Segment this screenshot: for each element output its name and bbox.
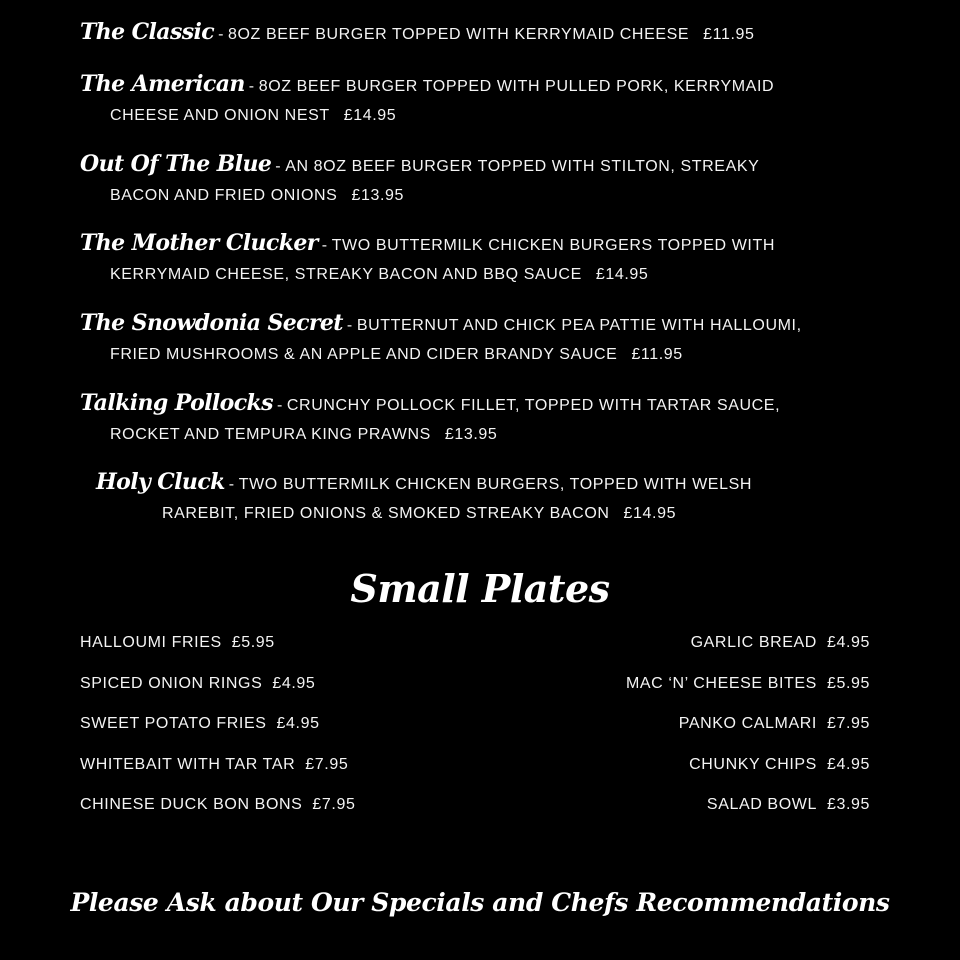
list-item	[626, 790, 870, 831]
small-plates-right-column	[626, 628, 870, 831]
item-description: TWO BUTTERMILK CHICKEN BURGERS, TOPPED WITH WELSH	[238, 476, 753, 493]
list-item	[626, 669, 870, 710]
item-name: The Mother Clucker	[80, 230, 318, 256]
item-description-continued	[80, 181, 910, 210]
plate-price: £4.95	[276, 715, 320, 732]
item-name: The Snowdonia Secret	[80, 310, 343, 336]
item-description: 8OZ BEEF BURGER TOPPED WITH PULLED PORK, KERRYMAID	[258, 78, 775, 95]
plate-price: £7.95	[305, 755, 349, 773]
menu-item-the-mother-clucker	[80, 229, 910, 289]
item-price: £14.95	[595, 266, 649, 283]
item-name: Holy Cluck	[96, 469, 225, 495]
plate-price: £3.95	[826, 796, 870, 813]
plate-price: £5.95	[826, 674, 870, 692]
item-description-line2: KERRYMAID CHEESE, STREAKY BACON AND BBQ SAUCE	[110, 266, 582, 283]
menu-item-the-snowdonia-secret	[80, 309, 910, 369]
list-item	[80, 750, 355, 791]
menu-item-holy-cluck	[96, 468, 866, 528]
item-description-continued	[80, 101, 910, 130]
item-price: £14.95	[343, 107, 397, 124]
menu-item-the-american	[80, 70, 910, 130]
item-name: The Classic	[80, 19, 215, 45]
menu-item-out-of-the-blue	[80, 150, 910, 210]
plate-price: £5.95	[231, 634, 275, 651]
item-separator: -	[275, 158, 282, 175]
item-price: £13.95	[351, 187, 404, 204]
item-description-line2: FRIED MUSHROOMS & AN APPLE AND CIDER BRANDY SAUCE	[110, 346, 618, 363]
item-description-line2: BACON AND FRIED ONIONS	[110, 187, 338, 204]
plate-name: GARLIC BREAD	[690, 634, 817, 651]
item-price: £11.95	[703, 26, 755, 43]
item-description: 8OZ BEEF BURGER TOPPED WITH KERRYMAID CHEESE	[228, 26, 690, 43]
item-description: BUTTERNUT AND CHICK PEA PATTIE WITH HALLOUMI,	[356, 317, 802, 334]
item-description: CRUNCHY POLLOCK FILLET, TOPPED WITH TARTAR SAUCE,	[286, 397, 781, 414]
plate-name: WHITEBAIT WITH TAR TAR	[80, 755, 296, 773]
item-price: £13.95	[444, 426, 498, 443]
item-description-continued	[80, 340, 910, 369]
item-description-line2: CHEESE AND ONION NEST	[110, 107, 330, 124]
plate-price: £4.95	[272, 674, 316, 692]
item-description-continued	[80, 260, 910, 289]
plate-price: £4.95	[826, 634, 870, 651]
item-separator: -	[276, 397, 283, 414]
item-name: Talking Pollocks	[80, 390, 273, 416]
list-item	[626, 709, 870, 750]
plate-name: CHUNKY CHIPS	[689, 755, 817, 773]
plate-name: SALAD BOWL	[706, 796, 817, 813]
plate-price: £7.95	[826, 715, 870, 732]
list-item	[80, 628, 355, 669]
plate-price: £7.95	[312, 796, 356, 813]
item-separator: -	[346, 317, 353, 334]
list-item	[626, 750, 870, 791]
item-price: £11.95	[631, 346, 683, 363]
plate-name: PANKO CALMARI	[678, 715, 817, 732]
list-item	[626, 628, 870, 669]
item-separator: -	[218, 26, 225, 43]
item-name: The American	[80, 71, 245, 97]
item-description: AN 8OZ BEEF BURGER TOPPED WITH STILTON, STREAKY	[285, 158, 760, 175]
plate-name: SWEET POTATO FRIES	[80, 715, 267, 732]
item-separator: -	[248, 78, 255, 95]
item-description-line2: RAREBIT, FRIED ONIONS & SMOKED STREAKY BACON	[162, 505, 610, 522]
item-description-continued	[80, 420, 910, 449]
menu-item-the-classic	[80, 18, 910, 49]
list-item	[80, 790, 355, 831]
plate-name: MAC ‘N’ CHEESE BITES	[625, 674, 817, 692]
small-plates-left-column	[80, 628, 355, 831]
item-description-line2: ROCKET AND TEMPURA KING PRAWNS	[110, 426, 431, 443]
list-item	[80, 709, 355, 750]
item-price: £14.95	[623, 505, 677, 522]
item-name: Out Of The Blue	[80, 151, 272, 177]
item-separator: -	[321, 237, 328, 254]
item-description-continued	[96, 499, 866, 528]
plate-price: £4.95	[826, 755, 870, 773]
small-plates-list	[80, 628, 870, 838]
item-description: TWO BUTTERMILK CHICKEN BURGERS TOPPED WITH	[331, 237, 775, 254]
small-plates-heading: Small Plates	[350, 566, 610, 611]
menu-item-talking-pollocks	[80, 389, 910, 449]
item-separator: -	[228, 476, 235, 493]
plate-name: HALLOUMI FRIES	[80, 634, 222, 651]
specials-footer-note: Please Ask about Our Specials and Chefs Recommendations	[70, 888, 890, 917]
plate-name: SPICED ONION RINGS	[80, 674, 263, 692]
list-item	[80, 669, 355, 710]
plate-name: CHINESE DUCK BON BONS	[80, 796, 303, 813]
